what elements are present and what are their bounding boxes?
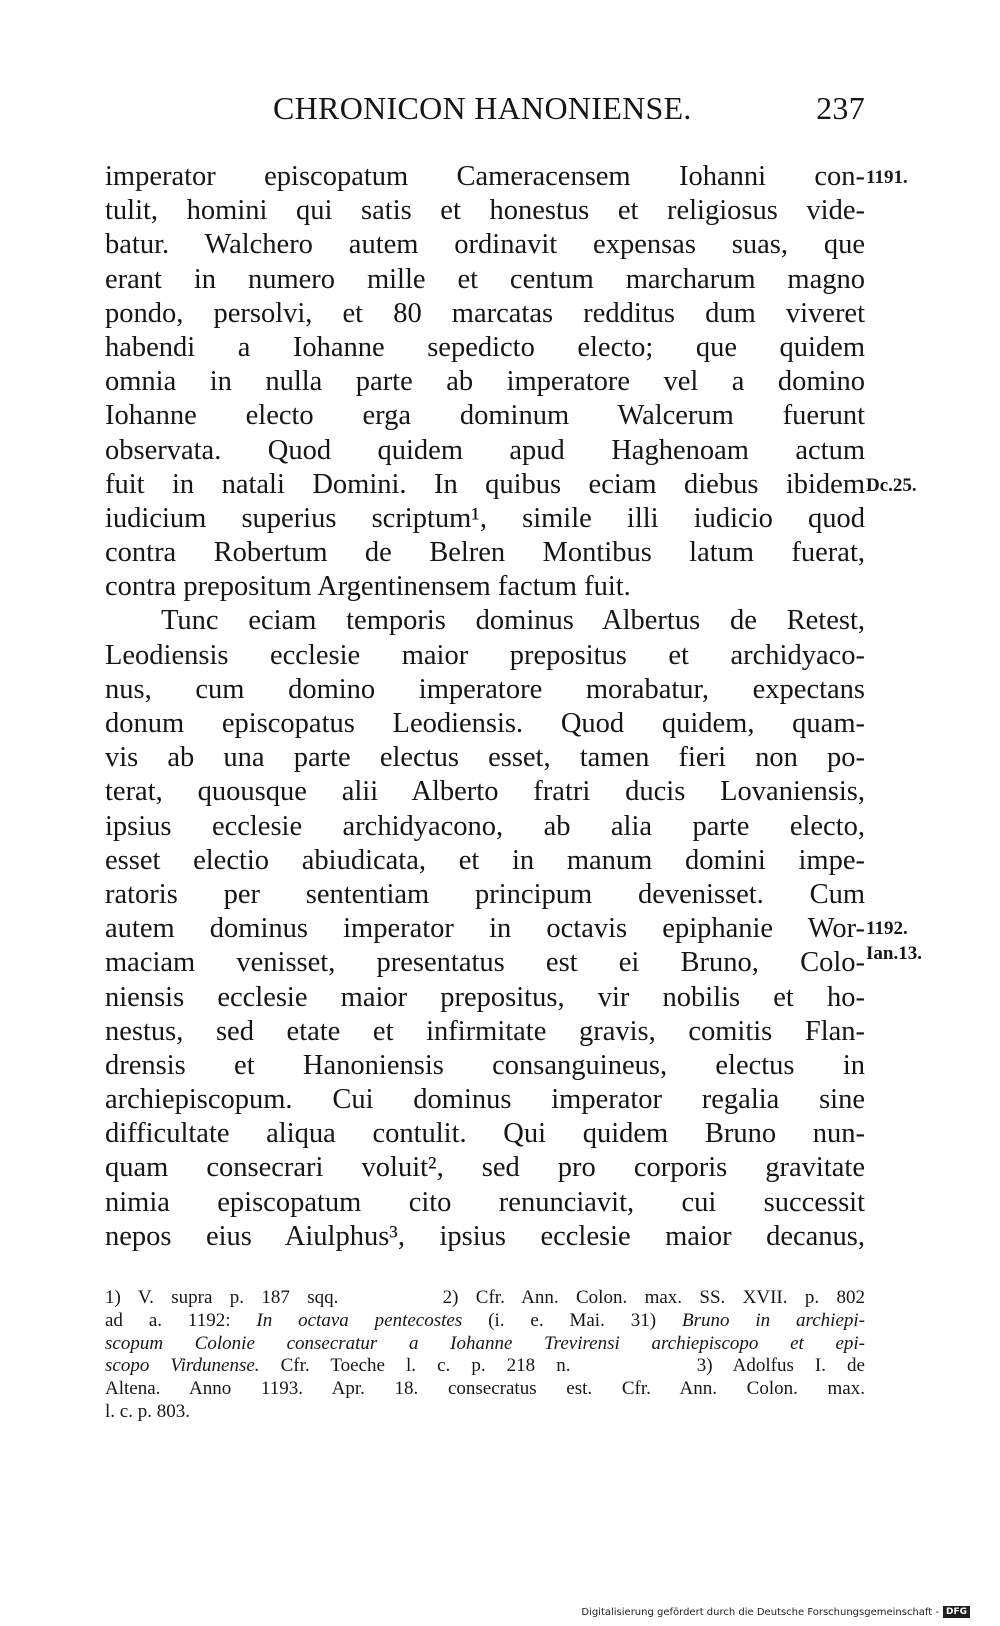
margin-note-date: Dc.25. <box>866 475 917 496</box>
footnote-text: Cfr. Toeche l. c. p. 218 n. 3) Adolfus I. de <box>259 1355 865 1377</box>
footnote-line: Altena. Anno 1193. Apr. 18. consecratus est. Cfr. Ann. Colon. max. <box>105 1378 865 1400</box>
text-line: contra Robertum de Belren Montibus latum fuerat, <box>105 537 865 569</box>
margin-note-date: Ian.13. <box>866 943 922 964</box>
text-line: maciam venisset, presentatus est ei Bruno, Colo- <box>105 947 865 979</box>
text-line: Leodiensis ecclesie maior prepositus et archidyaco- <box>105 639 865 671</box>
footnote-quote: In octava pentecostes <box>256 1309 463 1331</box>
running-title: CHRONICON HANONIENSE. <box>273 90 692 126</box>
text-line: niensis ecclesie maior prepositus, vir nobilis et ho- <box>105 981 865 1013</box>
text-line: imperator episcopatum Cameracensem Iohanni con- <box>105 161 865 192</box>
footnote-quote: Bruno in archiepi- <box>681 1309 865 1331</box>
footnote-line: l. c. p. 803. <box>105 1400 190 1422</box>
text-line: tulit, homini qui satis et honestus et religiosus vide- <box>105 195 865 227</box>
text-line: contra prepositum Argentinensem factum fuit. <box>105 571 631 603</box>
footnote-text: (i. e. Mai. 31) <box>462 1309 682 1331</box>
text-line: donum episcopatus Leodiensis. Quod quidem, quam- <box>105 708 865 739</box>
page-header <box>105 90 865 130</box>
text-line: erant in numero mille et centum marcharum magno <box>105 263 865 295</box>
footnote-line <box>105 1310 865 1333</box>
text-line: iudicium superius scriptum¹, simile illi iudicio quod <box>105 502 865 534</box>
footnotes <box>105 1287 865 1424</box>
footnote-text: ad a. 1192: <box>105 1309 257 1331</box>
text-line: ratoris per sententiam principum devenisset. Cum <box>105 878 865 910</box>
text-line: difficultate aliqua contulit. Qui quidem Bruno nun- <box>105 1118 865 1150</box>
text-line: esset electio abiudicata, et in manum domini impe- <box>105 844 865 876</box>
text-line: observata. Quod quidem apud Haghenoam actum <box>105 434 865 466</box>
text-line: terat, quousque alii Alberto fratri ducis Lovaniensis, <box>105 776 865 808</box>
footnote-line: scopum Colonie consecratur a Iohanne Trevirensi archiepiscopo et epi- <box>105 1332 865 1354</box>
page-number: 237 <box>816 90 865 126</box>
text-line: Iohanne electo erga dominum Walcerum fuerunt <box>105 400 865 432</box>
text-line: nus, cum domino imperatore morabatur, expectans <box>105 673 865 705</box>
paragraph-start-line: Tunc eciam temporis dominus Albertus de Retest, <box>161 605 865 637</box>
footnote-line <box>105 1355 865 1378</box>
text-line: omnia in nulla parte ab imperatore vel a domino <box>105 366 865 398</box>
margin-note-year: 1191. <box>866 167 908 188</box>
text-line: archiepiscopum. Cui dominus imperator regalia sine <box>105 1084 865 1116</box>
text-line: batur. Walchero autem ordinavit expensas suas, que <box>105 229 865 261</box>
footnote-line: 1) V. supra p. 187 sqq. 2) Cfr. Ann. Colon. max. SS. XVII. p. 802 <box>105 1287 865 1308</box>
text-line: fuit in natali Domini. In quibus eciam diebus ibidem <box>105 468 865 500</box>
digitization-credit <box>581 1606 970 1618</box>
text-line: habendi a Iohanne sepedicto electo; que quidem <box>105 331 865 363</box>
margin-note-year: 1192. <box>866 918 908 939</box>
text-line: vis ab una parte electus esset, tamen fieri non po- <box>105 742 865 774</box>
text-line: drensis et Hanoniensis consanguineus, electus in <box>105 1049 865 1081</box>
footnote-quote: scopo Virdunense. <box>105 1355 260 1377</box>
text-line: nepos eius Aiulphus³, ipsius ecclesie maior decanus, <box>105 1220 865 1252</box>
text-line: quam consecrari voluit², sed pro corporis gravitate <box>105 1152 865 1184</box>
text-line: autem dominus imperator in octavis epiphanie Wor- <box>105 913 865 945</box>
body-text <box>105 160 865 1254</box>
text-line: nestus, sed etate et infirmitate gravis, comitis Flan- <box>105 1015 865 1047</box>
credit-text: Digitalisierung gefördert durch die Deutsche Forschungsgemeinschaft - <box>581 1607 939 1618</box>
text-line: nimia episcopatum cito renunciavit, cui successit <box>105 1186 865 1218</box>
dfg-logo: DFG <box>943 1606 970 1618</box>
text-line: ipsius ecclesie archidyacono, ab alia parte electo, <box>105 810 865 842</box>
text-line: pondo, persolvi, et 80 marcatas redditus dum viveret <box>105 297 865 329</box>
